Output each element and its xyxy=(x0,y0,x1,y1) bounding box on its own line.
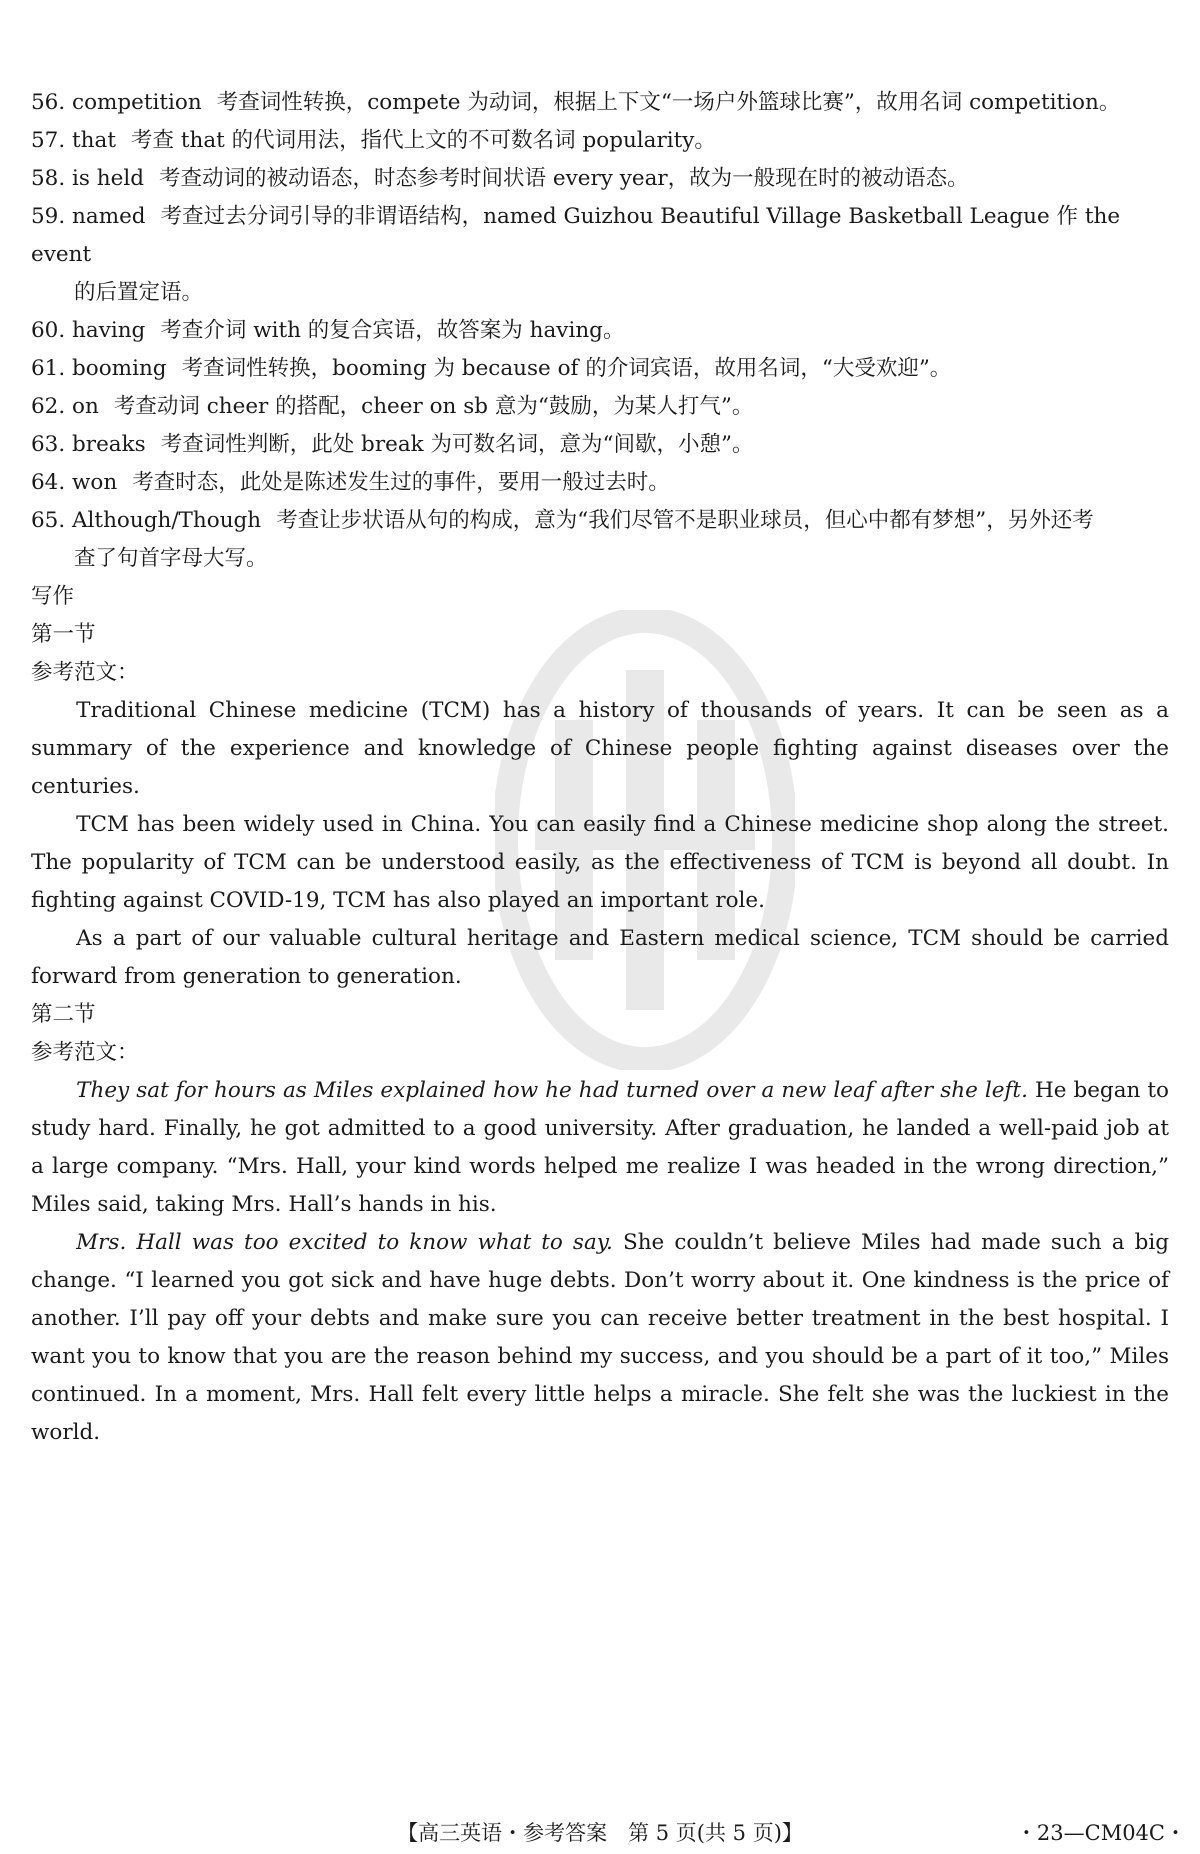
given-opening-sentence: They sat for hours as Miles explained how he had turned over a new leaf after she left. xyxy=(76,1078,1028,1103)
answer-key: 57. that xyxy=(31,128,116,153)
answer-item-59 xyxy=(31,198,1169,312)
answer-key: 64. won xyxy=(31,470,118,495)
sample-essay-label: 参考范文： xyxy=(31,1040,139,1065)
answer-explanation: 考查动词的被动语态，时态参考时间状语 every year，故为一般现在时的被动语态。 xyxy=(159,166,969,191)
essay-1-paragraph-3: As a part of our valuable cultural heritage and Eastern medical science, TCM should be carried forward from generation to generation. xyxy=(31,926,1169,989)
page-footer xyxy=(0,1818,1200,1848)
answer-key: 58. is held xyxy=(31,166,144,191)
answer-item-60 xyxy=(31,312,1169,350)
answer-item-56 xyxy=(31,84,1169,122)
answer-item-64 xyxy=(31,464,1169,502)
paragraph-text: She couldn’t believe Miles had made such a big change. “I learned you got sick and have huge debts. Don’t worry about it. One kindness is the price of another. I’ll pay off your debts and make sure you can receive better treatment in the best hospital. I want you to know that you are the reason behind my success, and you should be a part of it too,” Miles continued. In a moment, Mrs. Hall felt every little helps a miracle. She felt she was the luckiest in the world. xyxy=(31,1230,1169,1445)
answer-item-63 xyxy=(31,426,1169,464)
footer-page-info: 【高三英语・参考答案 第 5 页(共 5 页)】 xyxy=(397,1821,803,1845)
answer-explanation: 考查动词 cheer 的搭配，cheer on sb 意为“鼓励，为某人打气”。 xyxy=(113,394,754,419)
answer-key: 56. competition xyxy=(31,90,202,115)
answer-explanation: 考查过去分词引导的非谓语结构，named Guizhou Beautiful Village Basketball League 作 the event xyxy=(31,204,1121,267)
answer-key: 63. breaks xyxy=(31,432,146,457)
given-opening-sentence: Mrs. Hall was too excited to know what to say. xyxy=(76,1230,613,1255)
section-1-heading: 第一节 xyxy=(31,622,96,647)
essay-2-paragraph-2 xyxy=(31,1224,1169,1452)
answer-explanation-continued: 查了句首字母大写。 xyxy=(74,546,268,571)
section-2-heading: 第二节 xyxy=(31,1002,96,1027)
answer-key: 61. booming xyxy=(31,356,167,381)
answer-explanation: 考查时态，此处是陈述发生过的事件，要用一般过去时。 xyxy=(132,470,670,495)
answer-explanation: 考查让步状语从句的构成，意为“我们尽管不是职业球员，但心中都有梦想”，另外还考 xyxy=(276,508,1094,533)
answer-item-57 xyxy=(31,122,1169,160)
answer-key: 65. Although/Though xyxy=(31,508,262,533)
sample-essay-label: 参考范文： xyxy=(31,660,139,685)
answer-item-65 xyxy=(31,502,1169,578)
answer-explanation: 考查介词 with 的复合宾语，故答案为 having。 xyxy=(160,318,625,343)
paragraph-text: He began to study hard. Finally, he got admitted to a good university. After graduation, he landed a well-paid job at a large company. “Mrs. Hall, your kind words helped me realize I was headed in the wrong direction,” Miles said, taking Mrs. Hall’s hands in his. xyxy=(31,1078,1169,1217)
answer-item-58 xyxy=(31,160,1169,198)
footer-code: ・23—CM04C・ xyxy=(1015,1821,1186,1845)
answer-explanation: 考查词性转换，compete 为动词，根据上下文“一场户外篮球比赛”，故用名词 competition。 xyxy=(216,90,1121,115)
essay-1-paragraph-2: TCM has been widely used in China. You can easily find a Chinese medicine shop along the street. The popularity of TCM can be understood easily, as the effectiveness of TCM is beyond all doubt. In fighting against COVID-19, TCM has also played an important role. xyxy=(31,812,1169,913)
answer-key: 59. named xyxy=(31,204,146,229)
essay-2-paragraph-1 xyxy=(31,1072,1169,1224)
answer-key: 62. on xyxy=(31,394,99,419)
document-body xyxy=(31,84,1169,1452)
answer-explanation-continued: 的后置定语。 xyxy=(74,280,204,305)
answer-explanation: 考查 that 的代词用法，指代上文的不可数名词 popularity。 xyxy=(131,128,716,153)
answer-key: 60. having xyxy=(31,318,146,343)
answer-item-62 xyxy=(31,388,1169,426)
answer-explanation: 考查词性判断，此处 break 为可数名词，意为“间歇，小憩”。 xyxy=(160,432,754,457)
answer-explanation: 考查词性转换，booming 为 because of 的介词宾语，故用名词，“大受欢迎”。 xyxy=(181,356,952,381)
answer-item-61 xyxy=(31,350,1169,388)
writing-heading: 写作 xyxy=(31,584,75,609)
essay-1-paragraph-1: Traditional Chinese medicine (TCM) has a history of thousands of years. It can be seen as a summary of the experience and knowledge of Chinese people fighting against diseases over the centuries. xyxy=(31,698,1169,799)
